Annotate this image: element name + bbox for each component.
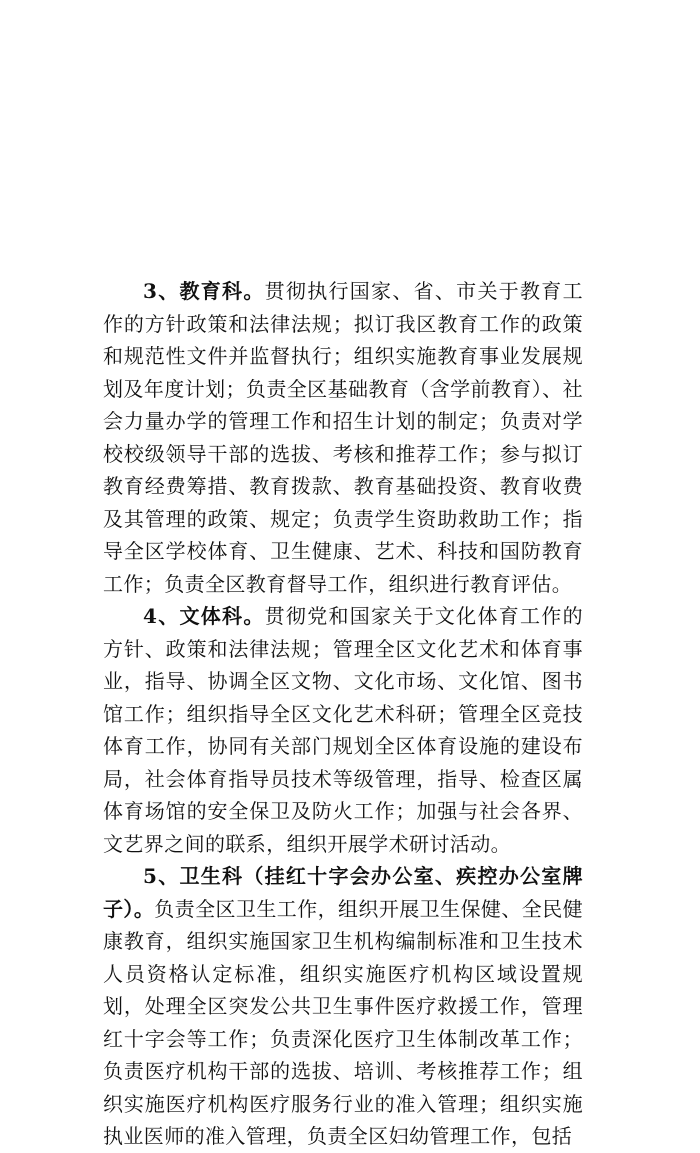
section-body: 贯彻执行国家、省、市关于教育工作的方针政策和法律法规；拟订我区教育工作的政策和规范性文件并监督执行；组织实施教育事业发展规划及年度计划；负责全区基础教育（含学前教育）、社会力量办学的管理工作和招生计划的制定；负责对学校校级领导干部的选拔、考核和推荐工作；参与拟订教育经费筹措、教育拨款、教育基础投资、教育收费及其管理的政策、规定；负责学生资助救助工作；指导全区学校体育、卫生健康、艺术、科技和国防教育工作；负责全区教育督导工作，组织进行教育评估。	[103, 279, 583, 596]
document-page	[103, 275, 583, 1153]
section-heading: 4、文体科。	[143, 604, 265, 628]
section-body: 贯彻党和国家关于文化体育工作的方针、政策和法律法规；管理全区文化艺术和体育事业，指导、协调全区文物、文化市场、文化馆、图书馆工作；组织指导全区文化艺术科研；管理全区竞技体育工作，协同有关部门规划全区体育设施的建设布局，社会体育指导员技术等级管理，指导、检查区属体育场馆的安全保卫及防火工作；加强与社会各界、文艺界之间的联系，组织开展学术研讨活动。	[103, 604, 583, 856]
section-health	[103, 860, 583, 1153]
section-heading: 3、教育科。	[143, 279, 265, 303]
section-education	[103, 275, 583, 600]
section-culture-sports	[103, 600, 583, 860]
section-body: 负责全区卫生工作，组织开展卫生保健、全民健康教育，组织实施国家卫生机构编制标准和卫生技术人员资格认定标准，组织实施医疗机构区域设置规划，处理全区突发公共卫生事件医疗救援工作，管理红十字会等工作；负责深化医疗卫生体制改革工作；负责医疗机构干部的选拔、培训、考核推荐工作；组织实施医疗机构医疗服务行业的准入管理；组织实施执业医师的准入管理，负责全区妇幼管理工作，包括	[103, 896, 584, 1148]
section-heading: 5、卫生科（挂红十字会办公室、疾控办公室牌子）。	[103, 864, 583, 921]
